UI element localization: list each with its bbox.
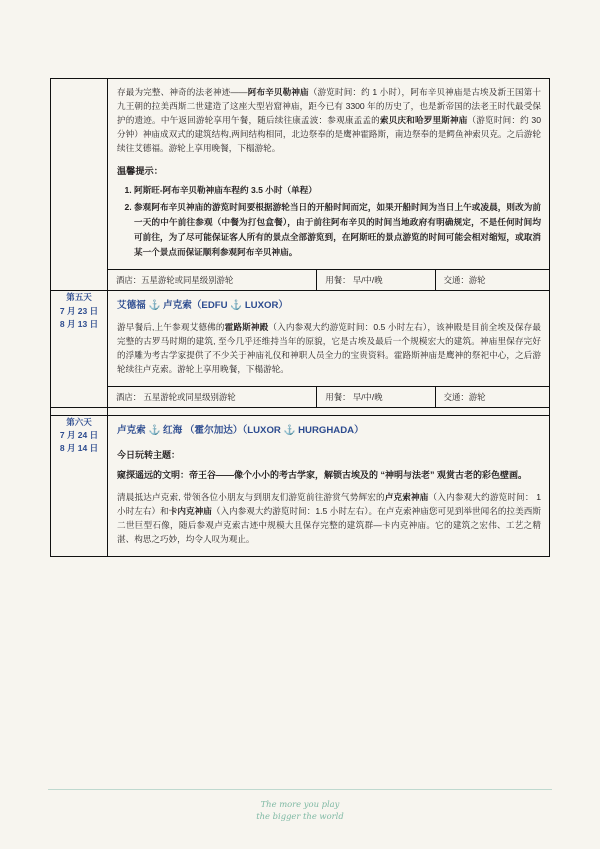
footer-divider — [48, 789, 552, 790]
day4-info-strip — [108, 269, 549, 290]
day5-body — [108, 291, 549, 385]
day4-paragraph — [117, 86, 541, 156]
spacer-right — [108, 407, 550, 415]
day6-text-mid1: （入内参观大约游览时间： 1 小时左右）和 — [117, 492, 541, 517]
day4-text-pre: 存最为完整、神奇的法老神迹—— — [117, 87, 248, 97]
day5-meal: 用餐： 早/中/晚 — [317, 386, 435, 407]
day6-theme-text: 窥探遥远的文明：帝王谷——像个小小的考古学家，解锁古埃及的 “神明与法老” 观赏古老的彩色壁画。 — [117, 469, 528, 480]
day5-route-title: 艾德福 ⚓ 卢克索（EDFU ⚓ LUXOR） — [117, 300, 288, 312]
table-spacer-row — [51, 407, 550, 415]
itinerary-table — [50, 78, 550, 557]
day6-body — [108, 416, 549, 556]
day6-bold-luxor-temple: 卢克索神庙 — [384, 492, 429, 503]
day-label-cell-continued — [51, 79, 108, 291]
day4-text-mid2: （游览时间：约 30 分钟）神庙成双式的建筑结构,两间结构相同，北边祭奉的是鹰神霍路斯，南边祭奉的是鳄鱼神索贝克。之后游轮续往艾德福。游轮上享用晚餐，下榻游轮。 — [117, 114, 541, 153]
day4-meal: 用餐： 早/中/晚 — [317, 270, 435, 291]
day6-label-line1: 第六天 — [66, 416, 92, 427]
table-row — [108, 386, 549, 407]
day6-bold-karnak-temple: 卡内克神庙 — [168, 506, 212, 517]
list-item: 2. 参观阿布辛贝神庙的游览时间要根据游轮当日的开船时间而定，如果开船时间为当日上午或凌晨，则改为前一天的中午前往参观（中餐为打包盒餐），由于前往阿布辛贝的时间当地政府有明确规定，不是任何时间均可前往，为了尽可能保证客人所有的景点全部游览到，在阿斯旺的景点游览的时间可能会相对缩短，或取消某一个景点而保证顺利参观阿布辛贝神庙。 — [134, 200, 541, 259]
day6-label-cell — [51, 415, 108, 556]
day5-label-cell — [51, 291, 108, 407]
day5-paragraph — [117, 321, 541, 377]
day4-transport: 交通：游轮 — [443, 275, 486, 286]
day5-text-pre: 游早餐后,上午参观艾德佛的 — [117, 321, 225, 332]
day4-body — [108, 79, 549, 269]
day5-content-cell — [108, 291, 550, 407]
day6-theme-title: 今日玩转主题： — [117, 450, 181, 461]
day6-content-cell — [108, 415, 550, 556]
day5-label-line2: 7 月 23 日 — [59, 305, 99, 316]
spacer-left — [51, 407, 108, 415]
day6-label-line2: 7 月 24 日 — [59, 429, 99, 440]
day4-hotel: 酒店：五星游轮或同星级别游轮 — [108, 270, 317, 291]
day4-tips-list — [117, 183, 541, 260]
day5-label-line1: 第五天 — [66, 292, 92, 303]
day6-route-title: 卢克索 ⚓ 红海 （霍尔加达）（LUXOR ⚓ HURGHADA） — [117, 424, 364, 436]
day5-info-strip — [108, 386, 549, 407]
day4-bold-kom-ombo: 索贝庆和哈罗里斯神庙 — [379, 114, 468, 125]
day6-text-mid2: （入内参观大约游览时间：1.5 小时左右）。在卢克索神庙您可见到举世闻名的拉美西斯二世巨型石像，随后参观卢克索古迹中规模大且保存完整的建筑群—卡内克神庙。它的建筑之宏伟、工艺之精湛、构思之巧妙，均令人叹为观止。 — [117, 506, 541, 545]
day5-label-line3: 8 月 13 日 — [59, 318, 99, 329]
day5-text-mid: （入内参观大约游览时间：0.5 小时左右），该神殿是目前全埃及保存最完整的古罗马时期的建筑, 至今几乎还维持当年的原貌，它是古埃及最后一个规模宏大的建筑。神庙里保存完好的浮雕为考古学家提供了不少关于神庙礼仪和神职人员全力的宝贵资料。霍路斯神庙是鹰神的祭祀中心，之后游轮续往卢克索。游轮上享用晚餐，下榻游轮。 — [117, 321, 541, 374]
table-row — [51, 291, 550, 407]
day5-bold-horus-temple: 霍路斯神殿 — [224, 321, 269, 332]
day6-label-line3: 8 月 14 日 — [59, 442, 99, 453]
footer-slogan-line2: the bigger the world — [256, 811, 344, 822]
day4-text-mid1: （游览时间：约 1 小时），阿布辛贝神庙是古埃及新王国第十九王朝的拉美西斯二世建造了这座大型岩窟神庙，距今已有 3300 年的历史了，也是新帝国的法老王时代最受保护的遗迹。中午返回游轮享用午餐，随后续往康孟波：参观康孟孟的 — [117, 87, 541, 125]
list-item: 1. 阿斯旺-阿布辛贝勒神庙车程约 3.5 小时（单程） — [134, 183, 541, 198]
table-row — [51, 415, 550, 556]
day5-hotel: 酒店： 五星游轮或同星级别游轮 — [108, 386, 317, 407]
day4-bold-abusimbel: 阿布辛贝勒神庙 — [247, 87, 309, 97]
day5-transport: 交通：游轮 — [443, 391, 486, 402]
day4-tips-title: 温馨提示： — [117, 165, 163, 176]
day6-paragraph — [117, 491, 541, 547]
page-footer — [0, 789, 600, 823]
table-row — [108, 270, 549, 291]
day6-text-pre: 清晨抵达卢克索, 带领各位小朋友与到朋友们游览前往游赏气势辉宏的 — [117, 492, 385, 503]
table-row — [51, 79, 550, 291]
footer-slogan-line1: The more you play — [260, 798, 340, 809]
day4-content-cell — [108, 79, 550, 291]
